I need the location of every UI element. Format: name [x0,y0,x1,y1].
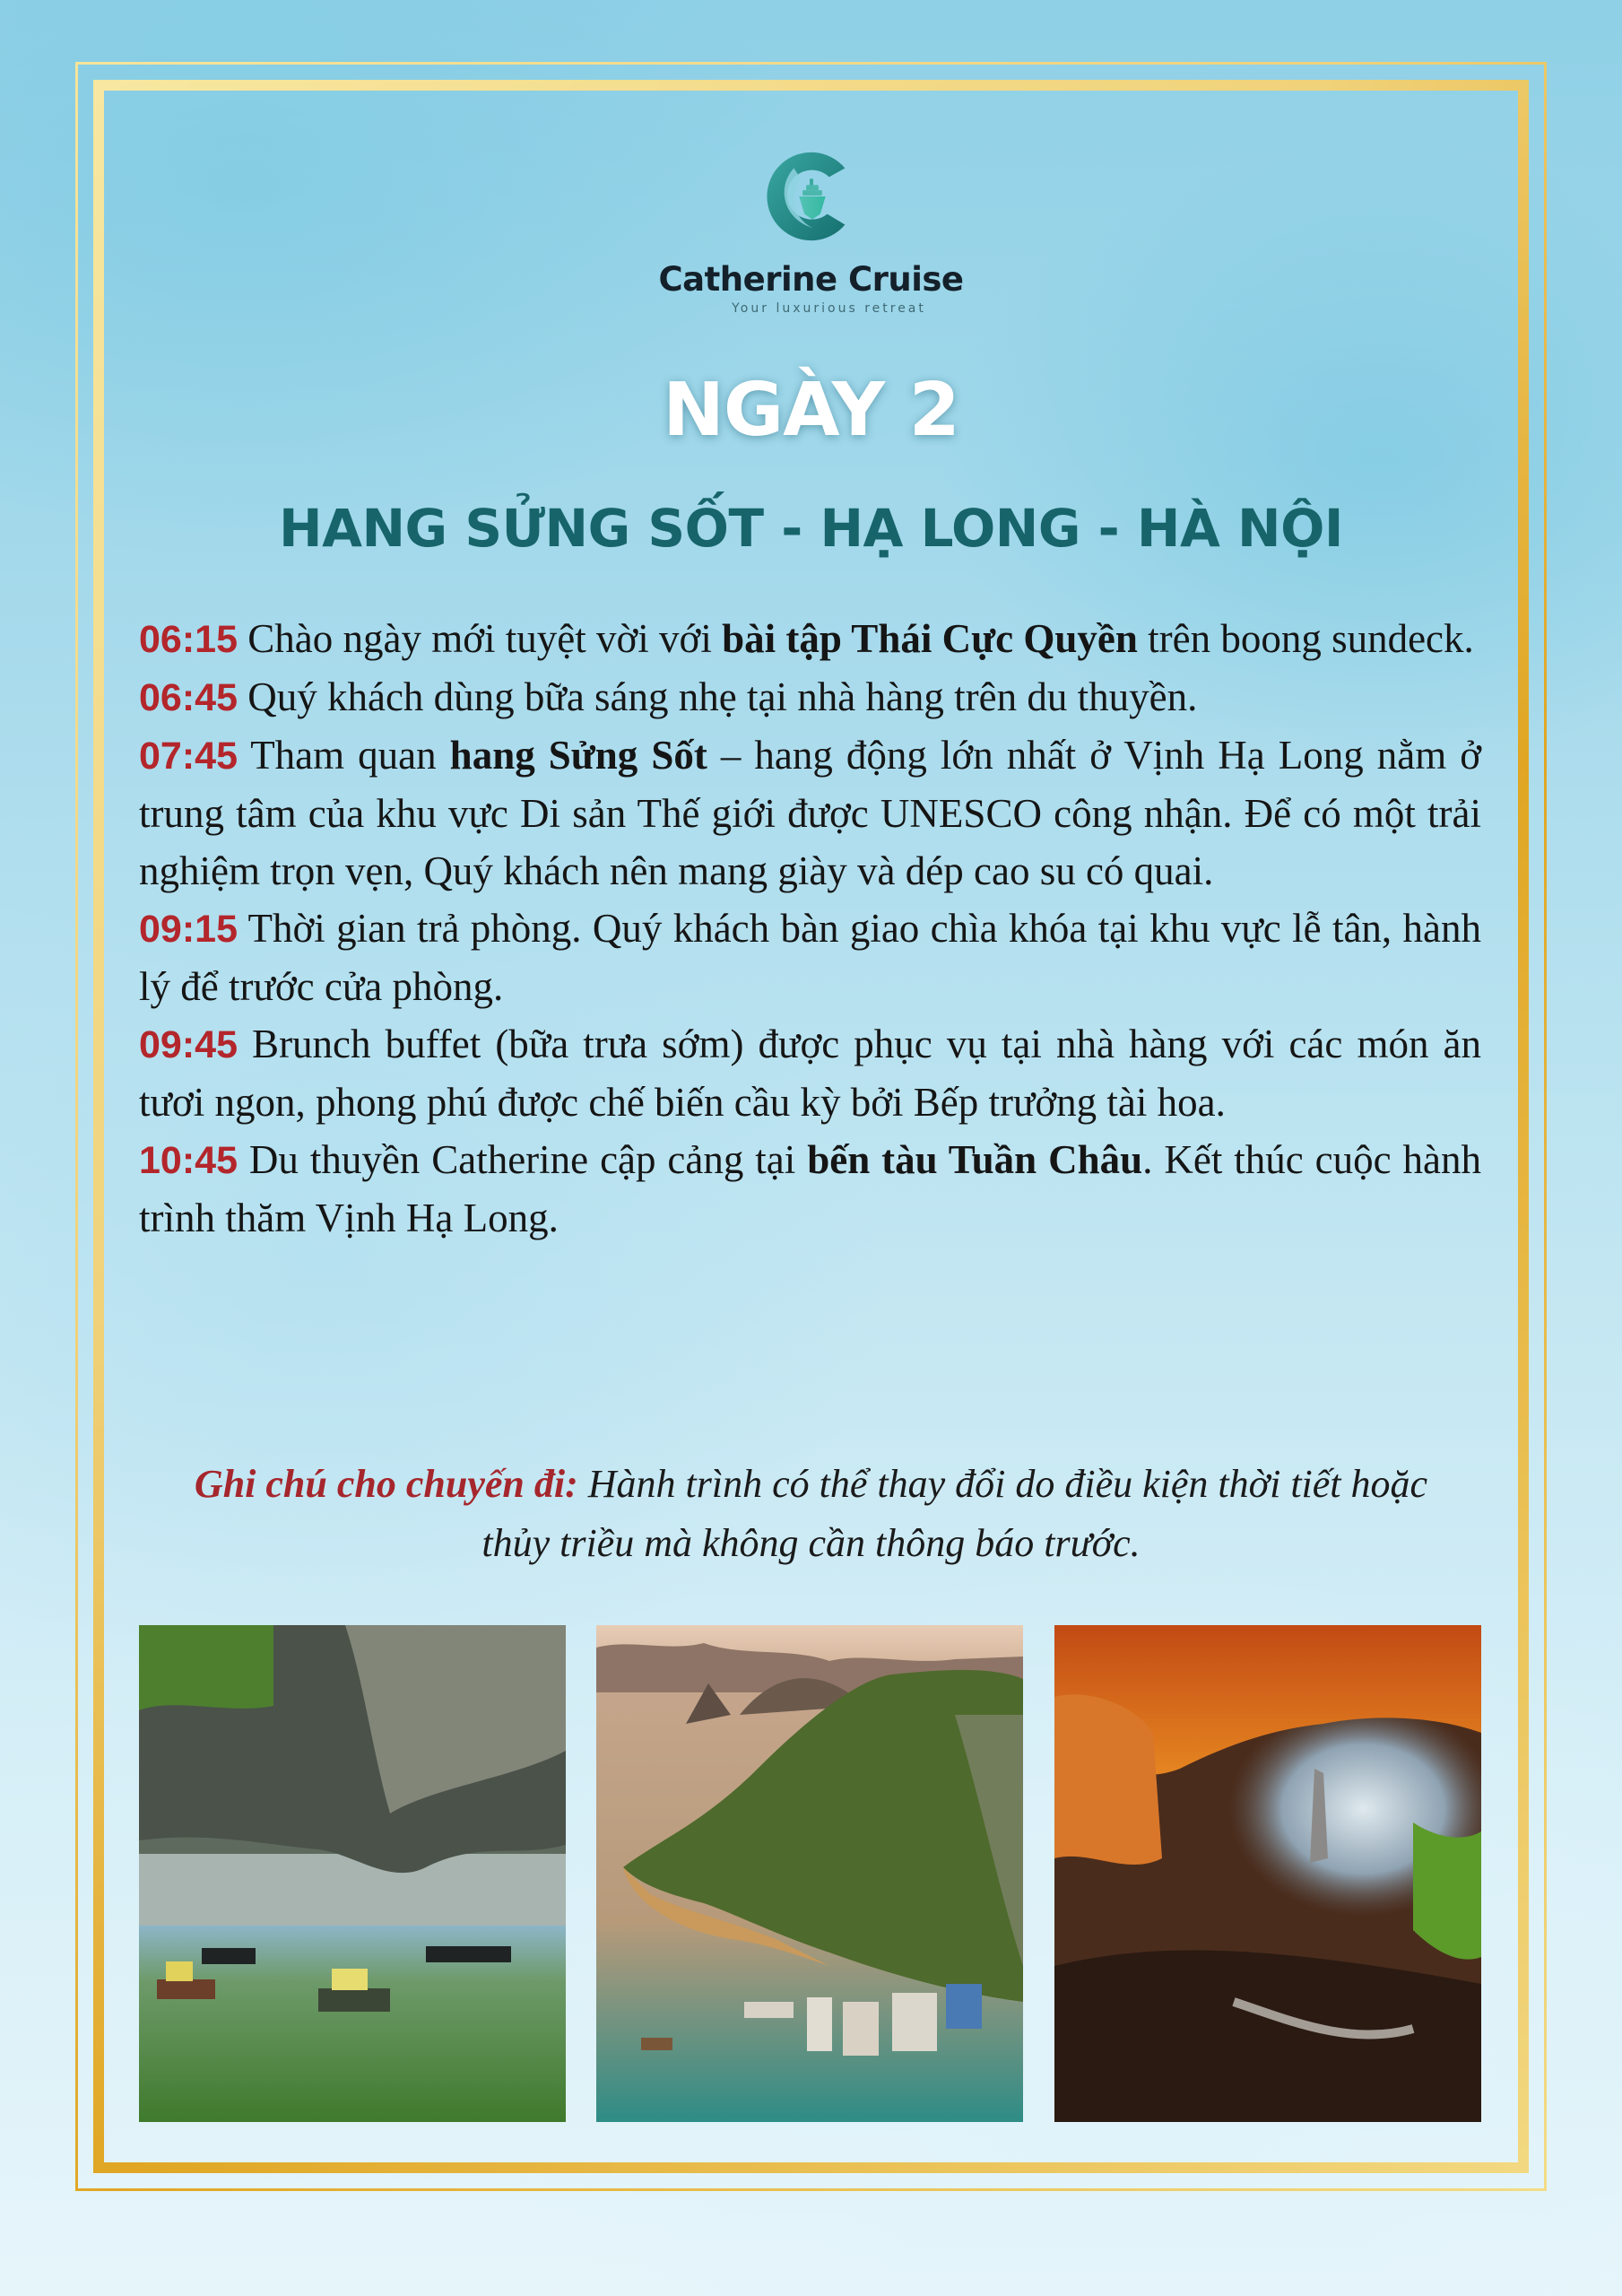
time-label: 06:45 [139,676,238,719]
time-label: 09:15 [139,908,238,951]
time-label: 10:45 [139,1139,238,1182]
entry-text: Tham quan [237,733,450,778]
ship-c-logo-icon [759,144,864,249]
note-text: Hành trình có thể thay đổi do điều kiện thời tiết hoặc thủy triều mà không cần thông báo trước. [481,1462,1428,1565]
trip-note [179,1455,1443,1573]
day-title: NGÀY 2 [663,368,959,453]
photo-island-beach [596,1625,1023,2122]
note-label: Ghi chú cho chuyến đi: [194,1462,578,1506]
itinerary-item [139,900,1481,1015]
entry-text: – hang động lớn nhất ở Vịnh Hạ Long nằm ở trung tâm của khu vực Di sản Thế giới được UNESCO công nhận. Để có một trải nghiệm trọn vẹn, Quý khách nên mang giày và dép cao su có quai. [139,733,1482,893]
entry-highlight: bến tàu Tuần Châu [807,1137,1143,1182]
itinerary-item [139,726,1481,900]
itinerary-item [139,1131,1481,1247]
entry-text: . Kết thúc cuộc hành trình thăm Vịnh Hạ Long. [139,1137,1481,1240]
entry-highlight: bài tập Thái Cực Quyền [722,616,1138,661]
entry-text: Quý khách dùng bữa sáng nhẹ tại nhà hàng trên du thuyền. [237,674,1198,719]
entry-text: Chào ngày mới tuyệt vời với [237,616,723,661]
brand-name: Catherine Cruise [658,260,964,299]
entry-text: Brunch buffet (bữa trưa sớm) được phục vụ tại nhà hàng với các món ăn tươi ngon, phong phú được chế biến cầu kỳ bởi Bếp trưởng tài hoa. [139,1022,1481,1125]
time-label: 06:15 [139,618,238,661]
route-title: HANG SỬNG SỐT - HẠ LONG - HÀ NỘI [279,498,1343,559]
entry-text: Thời gian trả phòng. Quý khách bàn giao chìa khóa tại khu vực lễ tân, hành lý để trước cửa phòng. [139,906,1481,1009]
time-label: 07:45 [139,735,238,778]
entry-text: Du thuyền Catherine cập cảng tại [237,1137,808,1182]
itinerary-item [139,1015,1481,1131]
brand-logo [0,144,1622,253]
photo-boats-cliff [139,1625,566,2122]
itinerary-item [139,668,1481,726]
brand-tagline: Your luxurious retreat [732,301,926,316]
itinerary-item [139,610,1481,668]
itinerary-list [139,610,1481,1247]
entry-highlight: hang Sửng Sốt [449,733,707,778]
photo-cave-interior [1054,1625,1481,2122]
entry-text: trên boong sundeck. [1137,616,1474,661]
time-label: 09:45 [139,1023,238,1066]
